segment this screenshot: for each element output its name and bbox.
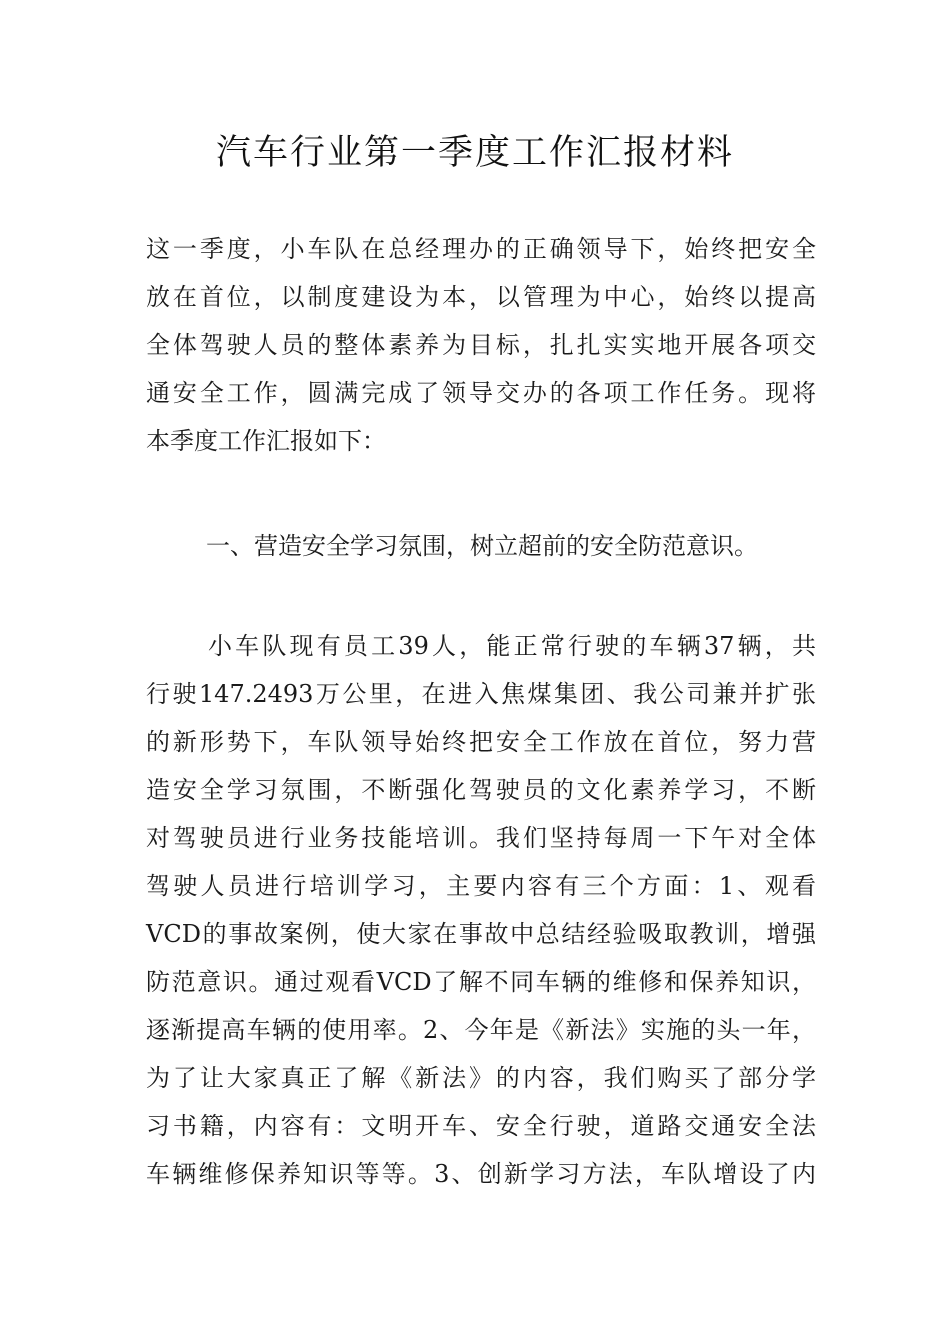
paragraph-line: 习书籍，内容有：文明开车、安全行驶，道路交通安全法	[146, 1112, 816, 1140]
paragraph-line: 逐渐提高车辆的使用率。2、今年是《新法》实施的头一年，	[146, 1016, 816, 1044]
body-paragraph	[146, 622, 816, 1198]
paragraph-line: 为了让大家真正了解《新法》的内容，我们购买了部分学	[146, 1064, 816, 1092]
paragraph-line: 通安全工作，圆满完成了领导交办的各项工作任务。现将	[146, 379, 816, 407]
paragraph-line: 小车队现有员工39人，能正常行驶的车辆37辆，共	[208, 632, 816, 660]
paragraph-line: 这一季度，小车队在总经理办的正确领导下，始终把安全	[146, 235, 816, 263]
intro-paragraph	[146, 225, 816, 465]
paragraph-line: 车辆维修保养知识等等。3、创新学习方法，车队增设了内	[146, 1160, 816, 1188]
paragraph-line: 本季度工作汇报如下：	[146, 427, 386, 455]
paragraph-line: 防范意识。通过观看VCD了解不同车辆的维修和保养知识，	[146, 968, 816, 996]
document-title: 汽车行业第一季度工作汇报材料	[215, 133, 734, 173]
paragraph-line: 的新形势下，车队领导始终把安全工作放在首位，努力营	[146, 728, 816, 756]
paragraph-line: 放在首位，以制度建设为本，以管理为中心，始终以提高	[146, 283, 816, 311]
paragraph-line: 驾驶人员进行培训学习，主要内容有三个方面：1、观看	[146, 872, 816, 900]
section-heading-text: 一、营造安全学习氛围，树立超前的安全防范意识。	[206, 532, 758, 560]
paragraph-line: 全体驾驶人员的整体素养为目标，扎扎实实地开展各项交	[146, 331, 816, 359]
paragraph-line: 对驾驶员进行业务技能培训。我们坚持每周一下午对全体	[146, 824, 816, 852]
paragraph-line: VCD的事故案例，使大家在事故中总结经验吸取教训，增强	[146, 920, 816, 948]
section-heading	[146, 522, 816, 570]
paragraph-line: 造安全学习氛围，不断强化驾驶员的文化素养学习，不断	[146, 776, 816, 804]
paragraph-line: 行驶147.2493万公里，在进入焦煤集团、我公司兼并扩张	[146, 680, 816, 708]
